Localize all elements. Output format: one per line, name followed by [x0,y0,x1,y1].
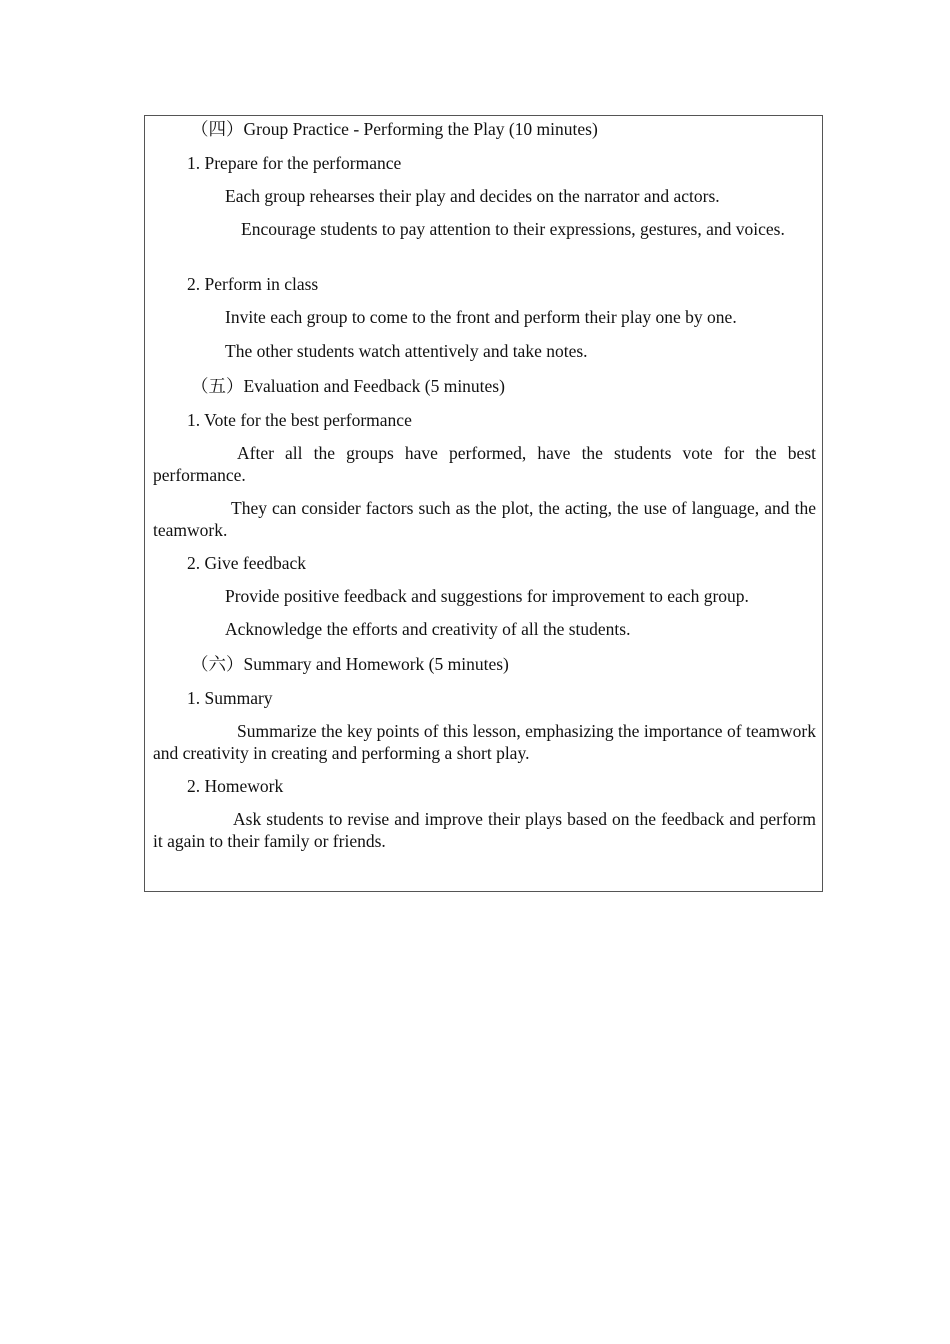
paragraph: The other students watch attentively and take notes. [225,341,588,361]
section-heading-five: （五）Evaluation and Feedback (5 minutes) [191,376,505,396]
paragraph: After all the groups have performed, have the students vote for the best performance. [153,443,816,485]
lesson-plan-table-cell [144,115,823,892]
paragraph: Provide positive feedback and suggestions for improvement to each group. [225,586,749,606]
paragraph: Summarize the key points of this lesson, emphasizing the importance of teamwork and creativity in creating and performing a short play. [153,721,816,763]
paragraph: Ask students to revise and improve their plays based on the feedback and perform it again to their family or friends. [153,809,816,851]
paragraph: Each group rehearses their play and decides on the narrator and actors. [225,186,720,206]
section-heading-six: （六）Summary and Homework (5 minutes) [191,654,509,674]
item-title: 1. Prepare for the performance [187,153,402,173]
paragraph: They can consider factors such as the plot, the acting, the use of language, and the teamwork. [153,498,816,540]
item-title: 2. Perform in class [187,274,319,294]
paragraph: Acknowledge the efforts and creativity of all the students. [225,619,631,639]
item-title: 2. Homework [187,776,284,796]
item-title: 1. Vote for the best performance [187,410,412,430]
item-title: 2. Give feedback [187,553,307,573]
item-title: 1. Summary [187,688,273,708]
section-heading-four: （四）Group Practice - Performing the Play (10 minutes) [191,119,598,139]
paragraph: Encourage students to pay attention to their expressions, gestures, and voices. [241,219,785,239]
paragraph: Invite each group to come to the front and perform their play one by one. [225,307,737,327]
